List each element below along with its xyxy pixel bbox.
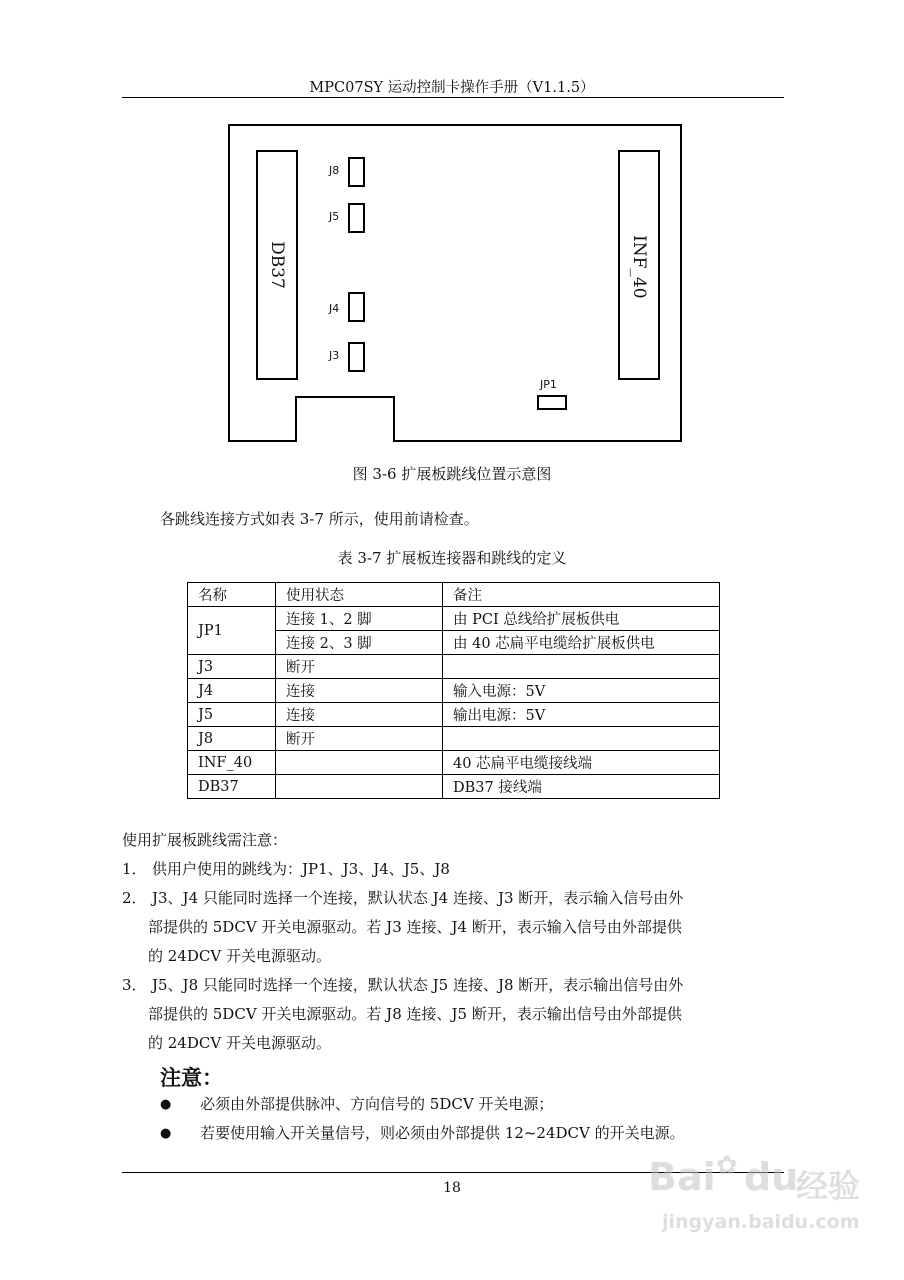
attention-title: 注意： [160,1065,223,1090]
list-text: J5、J8 只能同时选择一个连接，默认状态 J5 连接、J8 断开，表示输出信号由外 [152,976,684,994]
list-text: J3、J4 只能同时选择一个连接，默认状态 J4 连接、J3 断开，表示输入信号由外 [152,889,684,907]
paw-icon: ✿ [716,1151,738,1181]
state-cell: 连接 1、2 脚 [276,607,443,631]
header-cell: 使用状态 [276,583,443,607]
table-row [188,655,720,679]
note-cell: 输入电源：5V [443,679,720,703]
jp1-label: JP1 [540,378,557,391]
intro-paragraph: 各跳线连接方式如表 3-7 所示，使用前请检查。 [160,510,479,528]
list-text: 的 24DCV 开关电源驱动。 [148,947,331,965]
bullet-text: 若要使用输入开关量信号，则必须由外部提供 12~24DCV 的开关电源。 [200,1124,685,1142]
list-number: 3． [122,976,147,994]
usage-notes [122,826,792,1058]
j3-label: J3 [329,349,340,362]
note-cell: 由 PCI 总线给扩展板供电 [443,607,720,631]
name-cell: J3 [188,655,276,679]
jumper-j3 [349,343,364,371]
attention-list [160,1090,685,1148]
list-item [122,855,792,884]
note-cell [443,727,720,751]
j8-label: J8 [329,164,340,177]
note-cell: 由 40 芯扁平电缆给扩展板供电 [443,631,720,655]
header-cell: 名称 [188,583,276,607]
note-cell: 40 芯扁平电缆接线端 [443,751,720,775]
jumper-jp1 [538,396,566,409]
baidu-watermark [640,1151,880,1255]
state-cell: 连接 [276,679,443,703]
bullet-icon: ● [160,1097,172,1112]
list-text: 部提供的 5DCV 开关电源驱动。若 J8 连接、J5 断开，表示输出信号由外部提供 [148,1005,682,1023]
note-cell: 输出电源：5V [443,703,720,727]
jumper-j5 [349,204,364,232]
name-cell: J4 [188,679,276,703]
table-header-row [188,583,720,607]
header-cell: 备注 [443,583,720,607]
state-cell [276,751,443,775]
name-cell: J5 [188,703,276,727]
list-number: 2． [122,889,147,907]
table-row [188,679,720,703]
state-cell: 断开 [276,655,443,679]
watermark-url: jingyan.baidu.com [662,1211,860,1233]
list-item [160,1090,685,1119]
name-cell: J8 [188,727,276,751]
page-header: MPC07SY 运动控制卡操作手册（V1.1.5） [309,80,595,96]
table-row [188,607,720,631]
header-rule [122,97,784,98]
note-cell: DB37 接线端 [443,775,720,799]
jumper-j8 [349,158,364,186]
board-diagram [228,124,682,442]
note-cell [443,655,720,679]
jumper-j4 [349,293,364,321]
state-cell: 连接 [276,703,443,727]
j4-label: J4 [329,302,340,315]
state-cell: 断开 [276,727,443,751]
list-item [122,884,792,913]
table-row [188,727,720,751]
list-text: 部提供的 5DCV 开关电源驱动。若 J3 连接、J4 断开，表示输入信号由外部提供 [148,918,682,936]
state-cell [276,775,443,799]
state-cell: 连接 2、3 脚 [276,631,443,655]
list-text: 的 24DCV 开关电源驱动。 [148,1034,331,1052]
page-number: 18 [443,1180,461,1196]
table-row [188,775,720,799]
table-row [188,703,720,727]
list-number: 1． [122,860,147,878]
watermark-suffix: 经验 [796,1167,861,1205]
bullet-text: 必须由外部提供脉冲、方向信号的 5DCV 开关电源； [200,1095,554,1113]
watermark-brand: Bai [648,1155,716,1199]
db37-label: DB37 [267,241,287,289]
name-cell: INF_40 [188,751,276,775]
watermark-brand-2: du [744,1155,799,1199]
list-item [122,971,792,1000]
definition-table [187,582,720,799]
j5-label: J5 [329,210,340,223]
list-item [160,1119,685,1148]
table-row [188,751,720,775]
inf40-label: INF_40 [629,235,649,299]
name-cell: JP1 [188,607,276,655]
notes-heading: 使用扩展板跳线需注意： [122,831,288,849]
name-cell: DB37 [188,775,276,799]
figure-caption: 图 3-6 扩展板跳线位置示意图 [352,465,552,483]
bullet-icon: ● [160,1126,172,1141]
list-text: 供用户使用的跳线为：JP1、J3、J4、J5、J8 [152,860,450,878]
table-caption: 表 3-7 扩展板连接器和跳线的定义 [337,549,567,567]
